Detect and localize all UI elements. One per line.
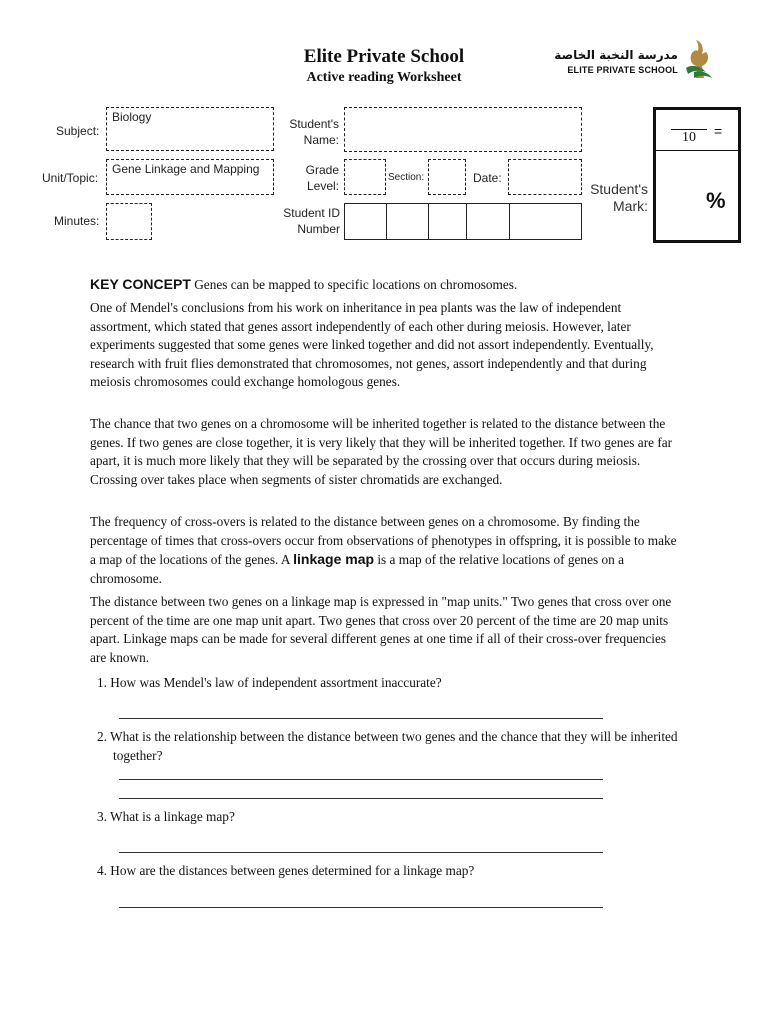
student-name-field[interactable] <box>344 107 582 152</box>
answer-line[interactable] <box>119 798 603 799</box>
mark-label-line2: Mark: <box>613 198 648 214</box>
subject-value: Biology <box>112 110 152 124</box>
student-id-label-line2: Number <box>297 222 340 236</box>
section-label: Section: <box>388 172 425 183</box>
grade-level-field[interactable] <box>344 159 386 195</box>
date-label: Date: <box>473 171 502 185</box>
student-name-label-line2: Name: <box>303 133 339 147</box>
logo-english-text: ELITE PRIVATE SCHOOL <box>567 65 678 75</box>
paragraph-3 <box>90 513 680 588</box>
question-4: 4. How are the distances between genes determined for a linkage map? <box>97 863 475 878</box>
id-digit-divider <box>509 204 510 239</box>
answer-line[interactable] <box>119 718 603 719</box>
id-digit-divider <box>428 204 429 239</box>
paragraph-1: One of Mendel's conclusions from his work on inheritance in pea plants was the law of independent assortment, which stated that genes assort independently of each other during meiosis. However, later experiments suggested that some genes were linked together and did not assort independently. Eventually, research with fruit flies demonstrated that chromosomes, not genes, assort independently and that during meiosis chromosomes could exchange homologous genes. <box>90 300 654 390</box>
school-logo-icon <box>682 38 716 87</box>
paragraph-4: The distance between two genes on a linkage map is expressed in "map units." Two genes that cross over one percent of the time are one map unit apart. Two genes that cross over 20 percent of the time are 20 map units apart. Linkage maps can be made for several different genes at one time if all of their cross-over frequencies are known. <box>90 594 672 665</box>
grade-label-line1: Grade <box>305 163 339 177</box>
grade-level-label <box>276 162 339 194</box>
paragraph-2: The chance that two genes on a chromosome will be inherited together is related to the distance between the genes. If two genes are close together, it is very likely that they will be inherited together. If two genes are far apart, it is much more likely that they will be separated by the crossing over that occurs during meiosis. Crossing over takes place when segments of sister chromatids are exchanged. <box>90 416 673 487</box>
key-concept-text: Genes can be mapped to specific locations on chromosomes. <box>190 277 518 292</box>
date-field[interactable] <box>508 159 582 195</box>
worksheet-subtitle: Active reading Worksheet <box>306 70 462 85</box>
paragraph-3-end: is a map of the relative locations of genes on a chromosome. <box>90 552 625 586</box>
student-id-label-line1: Student ID <box>283 206 340 220</box>
grade-label-line2: Level: <box>306 179 339 193</box>
minutes-field[interactable] <box>106 203 152 240</box>
id-digit-divider <box>386 204 387 239</box>
subject-label: Subject: <box>56 124 100 138</box>
minutes-label: Minutes: <box>54 214 100 228</box>
paragraph-3-start: The frequency of cross-overs is related to the distance between genes on a chromosome. By finding the percentage of times that cross-overs occur from observations of phenotypes in offspring, it is possible to make a map of the locations of the genes. A <box>90 514 677 568</box>
id-digit-divider <box>466 204 467 239</box>
school-name: Elite Private School <box>303 46 465 67</box>
unit-topic-field[interactable] <box>106 159 274 195</box>
student-mark-label <box>578 181 648 215</box>
question-2: 2. What is the relationship between the distance between two genes and the chance that they will be inherited together? <box>97 729 678 763</box>
logo-arabic-text: مدرسة النخبة الخاصة <box>554 48 678 62</box>
student-mark-box <box>653 107 741 243</box>
linkage-map-term: linkage map <box>293 551 375 568</box>
question-3: 3. What is a linkage map? <box>97 809 235 824</box>
unit-topic-value: Gene Linkage and Mapping <box>112 162 260 176</box>
subject-field[interactable] <box>106 107 274 151</box>
mark-label-line1: Student's <box>590 181 648 197</box>
student-name-label-line1: Student's <box>289 117 339 131</box>
section-field[interactable] <box>428 159 466 195</box>
answer-line[interactable] <box>119 907 603 908</box>
student-id-field[interactable] <box>344 203 582 240</box>
unit-topic-label: Unit/Topic: <box>42 171 99 185</box>
answer-line[interactable] <box>119 852 603 853</box>
mark-total: 10 <box>682 130 696 145</box>
percent-sign: % <box>706 188 726 213</box>
question-1: 1. How was Mendel's law of independent assortment inaccurate? <box>97 675 442 690</box>
student-name-label <box>276 116 339 148</box>
key-concept-label: KEY CONCEPT <box>90 276 191 292</box>
mark-box-divider <box>656 150 738 151</box>
answer-line[interactable] <box>119 779 603 780</box>
mark-equals: = <box>714 123 723 139</box>
key-concept <box>90 275 680 295</box>
student-id-label <box>270 205 340 237</box>
